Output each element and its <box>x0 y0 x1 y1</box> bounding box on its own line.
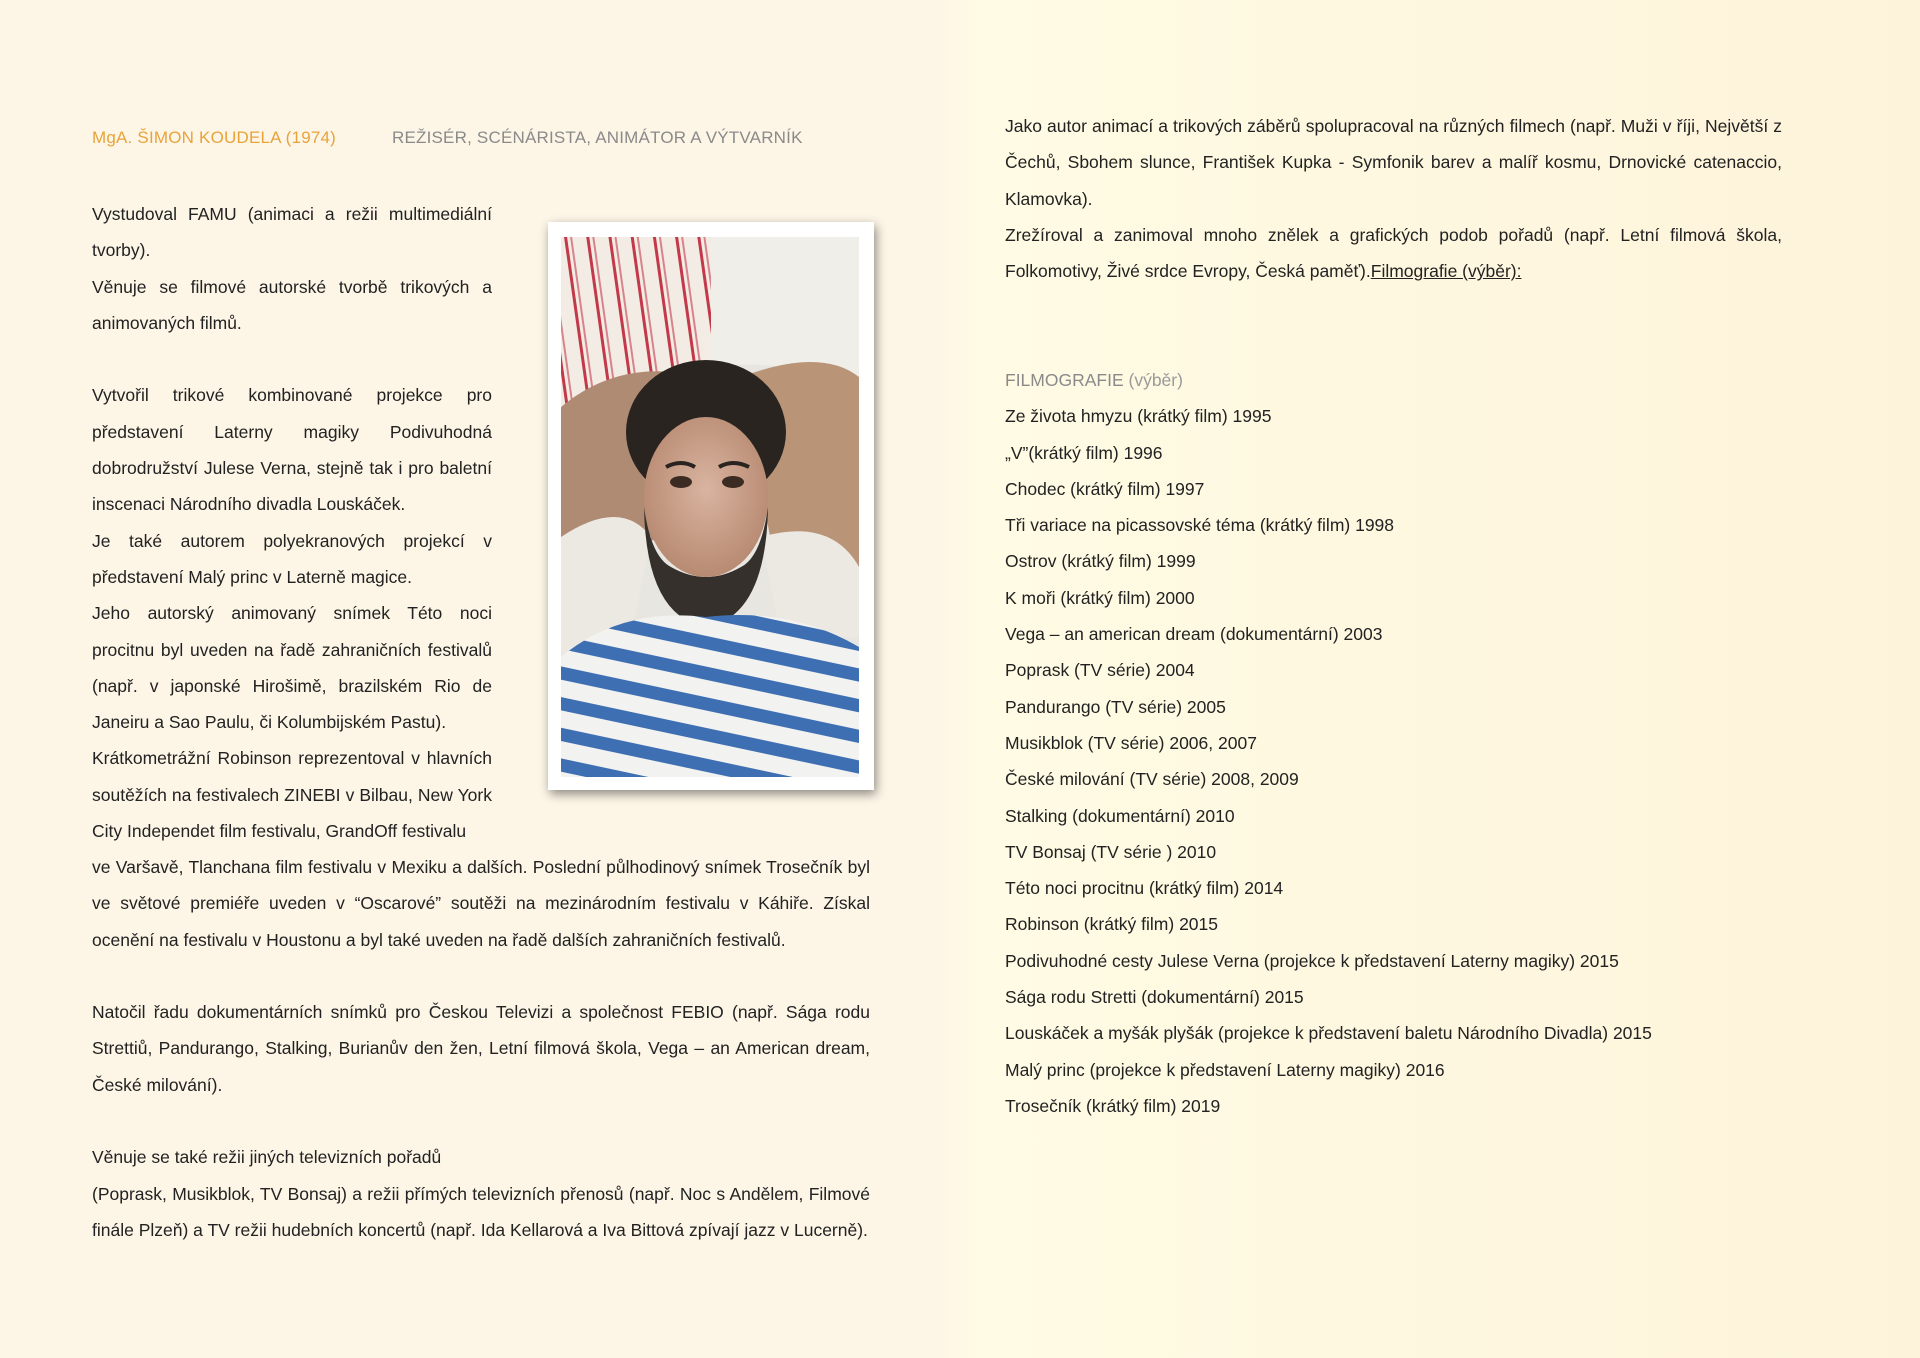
filmography-list <box>1005 398 1782 1124</box>
filmography-section <box>1005 362 1782 1124</box>
filmography-item: Sága rodu Stretti (dokumentární) 2015 <box>1005 987 1304 1008</box>
filmography-item: Louskáček a myšák plyšák (projekce k představení baletu Národního Divadla) 2015 <box>1005 1023 1652 1044</box>
bio-paragraph: Věnuje se filmové autorské tvorbě trikových a animovaných filmů. <box>92 276 492 333</box>
portrait-image <box>561 237 859 777</box>
bio-narrow-column <box>92 196 492 849</box>
filmography-item: Stalking (dokumentární) 2010 <box>1005 805 1235 826</box>
filmography-item: K moři (krátký film) 2000 <box>1005 587 1195 608</box>
filmography-link[interactable]: Filmografie (výběr): <box>1370 261 1522 282</box>
page-header <box>92 128 803 148</box>
bio-wide-column <box>92 849 870 1248</box>
filmography-item: „V”(krátký film) 1996 <box>1005 442 1163 463</box>
filmography-item: Pandurango (TV série) 2005 <box>1005 696 1226 717</box>
bio-paragraph: Natočil řadu dokumentárních snímků pro Českou Televizi a společnost FEBIO (např. Sága rodu Strettiů, Pandurango, Stalking, Burianův den žen, Letní filmová škola, Vega – an American dream, České milování). <box>92 1002 870 1095</box>
author-role: REŽISÉR, SCÉNÁRISTA, ANIMÁTOR A VÝTVARNÍK <box>392 128 803 147</box>
filmography-item: Musikblok (TV série) 2006, 2007 <box>1005 732 1257 753</box>
filmography-item: České milování (TV série) 2008, 2009 <box>1005 769 1299 790</box>
filmography-item: Trosečník (krátký film) 2019 <box>1005 1095 1221 1116</box>
filmography-item: Malý princ (projekce k představení Laterny magiky) 2016 <box>1005 1059 1445 1080</box>
collab-paragraph: Jako autor animací a trikových záběrů spolupracoval na různých filmech (např. Muži v říji, Největší z Čechů, Sbohem slunce, František Kupka - Symfonik barev a malíř kosmu, Drnovické catenaccio, Klamovka). <box>1005 116 1782 209</box>
bio-paragraph: Je také autorem polyekranových projekcí v představení Malý princ v Laterně magice. <box>92 530 492 587</box>
bio-paragraph: Jeho autorský animovaný snímek Této noci procitnu byl uveden na řadě zahraničních festivalů (např. v japonské Hirošimě, brazilském Rio de Janeiru a Sao Paulu, či Kolumbijském Pastu). <box>92 603 492 733</box>
filmography-item: Ostrov (krátký film) 1999 <box>1005 551 1196 572</box>
bio-paragraph: (Poprask, Musikblok, TV Bonsaj) a režii přímých televizních přenosů (např. Noc s Andělem, Filmové finále Plzeň) a TV režii hudebních koncertů (např. Ida Kellarová a Iva Bittová zpívají jazz v Lucerně). <box>92 1183 870 1240</box>
filmography-item: Robinson (krátký film) 2015 <box>1005 914 1218 935</box>
author-name: MgA. ŠIMON KOUDELA (1974) <box>92 128 337 147</box>
filmography-title <box>1005 362 1782 398</box>
filmography-title-text: FILMOGRAFIE <box>1005 370 1124 390</box>
filmography-item: Vega – an american dream (dokumentární) 2003 <box>1005 624 1383 645</box>
bio-paragraph: Věnuje se také režii jiných televizních pořadů <box>92 1147 442 1168</box>
bio-paragraph: Vystudoval FAMU (animaci a režii multimediální tvorby). <box>92 204 492 261</box>
collab-paragraph <box>1005 217 1782 290</box>
filmography-item: Poprask (TV série) 2004 <box>1005 660 1195 681</box>
bio-paragraph: Krátkometrážní Robinson reprezentoval v hlavních soutěžích na festivalech ZINEBI v Bilbau, New York City Independet film festivalu, GrandOff festivalu <box>92 748 492 842</box>
filmography-item: Chodec (krátký film) 1997 <box>1005 478 1205 499</box>
filmography-item: Ze života hmyzu (krátký film) 1995 <box>1005 406 1272 427</box>
filmography-item: Podivuhodné cesty Julese Verna (projekce k představení Laterny magiky) 2015 <box>1005 950 1619 971</box>
filmography-item: Tři variace na picassovské téma (krátký film) 1998 <box>1005 515 1395 536</box>
collab-paragraph-text: Zrežíroval a zanimoval mnoho znělek a grafických podob pořadů (např. Letní filmová škola, Folkomotivy, Živé srdce Evropy, Česká paměť). <box>1005 224 1782 282</box>
bio-paragraph: ve Varšavě, Tlanchana film festivalu v Mexiku a dalších. Poslední půlhodinový snímek Trosečník byl ve světové premiéře uveden v “Oscarové” soutěži na mezinárodním festivalu v Káhiře. Získal ocenění na festivalu v Houstonu a byl také uveden na řadě dalších zahraničních festivalů. <box>92 857 870 950</box>
collaboration-text <box>1005 108 1782 289</box>
filmography-title-suffix: (výběr) <box>1128 370 1183 390</box>
portrait-photo <box>548 222 874 790</box>
bio-paragraph: Vytvořil trikové kombinované projekce pro představení Laterny magiky Podivuhodná dobrodružství Julese Verna, stejně tak i pro baletní inscenaci Národního divadla Louskáček. <box>92 385 492 515</box>
filmography-item: Této noci procitnu (krátký film) 2014 <box>1005 878 1284 899</box>
filmography-item: TV Bonsaj (TV série ) 2010 <box>1005 841 1217 862</box>
